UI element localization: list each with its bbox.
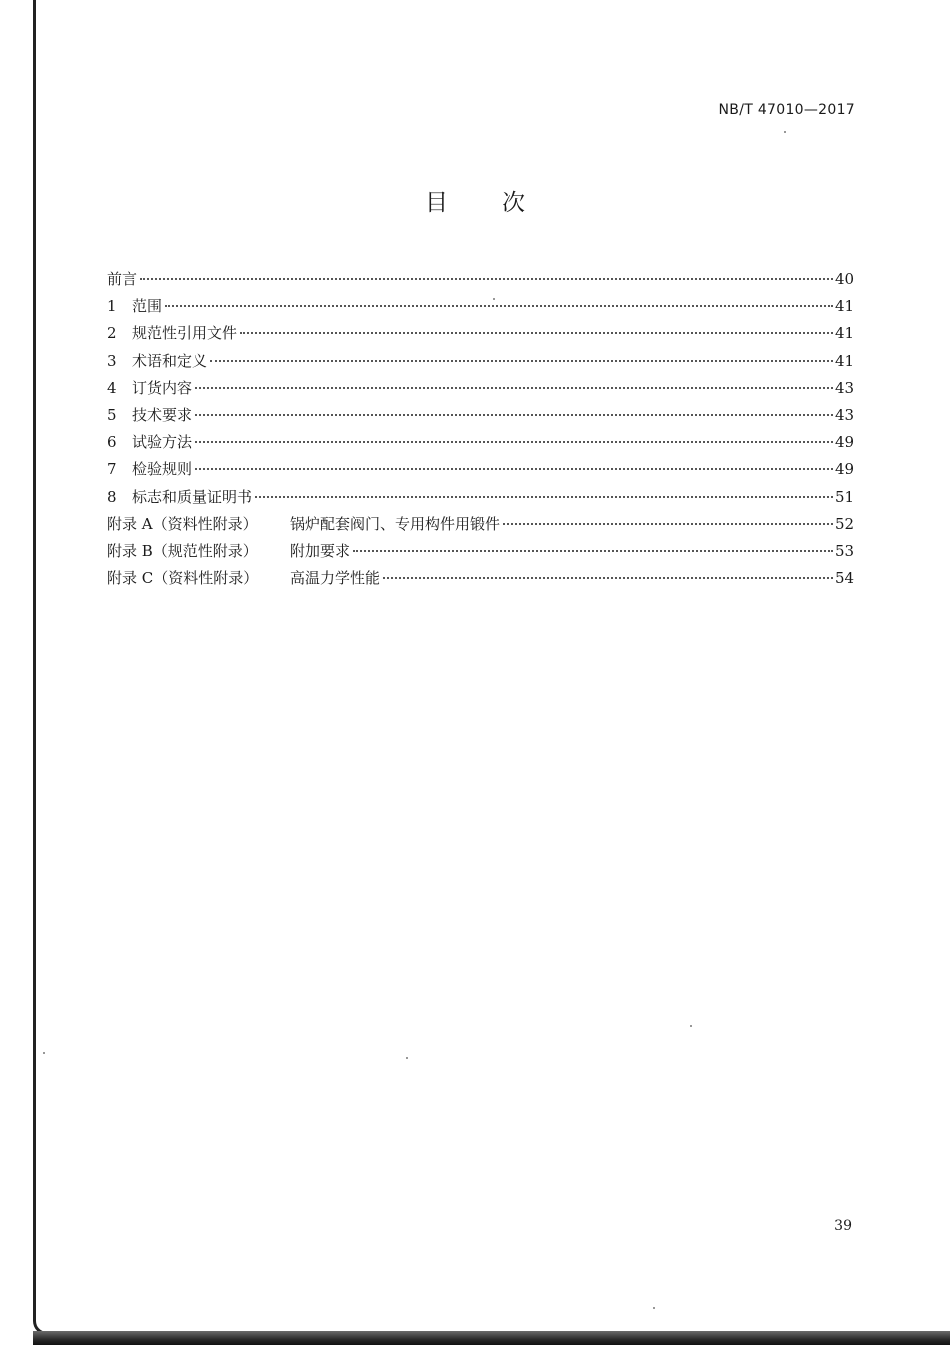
toc-entry-chapter-2[interactable] <box>107 320 853 347</box>
toc-dot-leader <box>140 278 833 280</box>
toc-entry-label: 附加要求 <box>290 541 351 560</box>
toc-appendix-prefix: 附录 A（资料性附录） <box>107 514 258 533</box>
toc-dot-leader <box>210 360 833 362</box>
toc-entry-label: 前言 <box>107 270 138 288</box>
toc-entry-page: 41 <box>835 297 855 316</box>
toc-entry-chapter-4[interactable] <box>107 375 853 402</box>
toc-entry-page: 43 <box>835 378 855 397</box>
toc-dot-leader <box>195 414 833 416</box>
scan-bottom-shadow <box>33 1331 950 1345</box>
toc-dot-leader <box>383 577 833 579</box>
scan-speck <box>653 1307 655 1309</box>
table-of-contents <box>107 266 853 592</box>
toc-entry-page: 49 <box>835 460 855 479</box>
toc-entry-page: 43 <box>835 405 855 424</box>
page-number: 39 <box>834 1218 852 1234</box>
scan-speck <box>784 131 786 133</box>
toc-entry-number: 8 <box>107 487 117 506</box>
toc-dot-leader <box>255 496 833 498</box>
toc-entry-page: 41 <box>835 351 855 370</box>
scan-speck <box>690 1025 692 1027</box>
toc-entry-label: 规范性引用文件 <box>132 324 238 343</box>
toc-dot-leader <box>195 387 833 389</box>
toc-entry-appendix-a[interactable] <box>107 511 853 538</box>
toc-entry-chapter-1[interactable] <box>107 293 853 320</box>
toc-entry-number: 2 <box>107 324 117 343</box>
toc-appendix-prefix: 附录 B（规范性附录） <box>107 541 258 560</box>
toc-entry-page: 54 <box>835 569 855 588</box>
toc-entry-number: 7 <box>107 460 117 479</box>
toc-entry-chapter-5[interactable] <box>107 402 853 429</box>
toc-entry-page: 52 <box>835 514 855 533</box>
toc-entry-label: 试验方法 <box>132 433 193 452</box>
toc-dot-leader <box>503 523 833 525</box>
toc-entry-chapter-3[interactable] <box>107 348 853 375</box>
toc-entry-number: 4 <box>107 378 117 397</box>
toc-entry-appendix-c[interactable] <box>107 565 853 592</box>
scan-speck <box>43 1052 45 1054</box>
toc-entry-number: 5 <box>107 405 117 424</box>
toc-dot-leader <box>240 332 833 334</box>
toc-dot-leader <box>165 305 833 307</box>
toc-dot-leader <box>353 550 833 552</box>
toc-dot-leader <box>195 468 833 470</box>
toc-entry-number: 1 <box>107 297 117 316</box>
toc-entry-page: 51 <box>835 487 855 506</box>
toc-entry-chapter-8[interactable] <box>107 484 853 511</box>
toc-entry-chapter-6[interactable] <box>107 429 853 456</box>
toc-entry-page: 40 <box>835 270 855 288</box>
toc-entry-appendix-b[interactable] <box>107 538 853 565</box>
scan-speck <box>406 1057 408 1059</box>
toc-entry-label: 范围 <box>132 297 163 316</box>
toc-entry-label: 订货内容 <box>132 378 193 397</box>
standard-number: NB/T 47010—2017 <box>718 102 855 118</box>
toc-entry-label: 技术要求 <box>132 405 193 424</box>
toc-dot-leader <box>195 441 833 443</box>
toc-entry-page: 49 <box>835 433 855 452</box>
toc-entry-page: 41 <box>835 324 855 343</box>
toc-entry-page: 53 <box>835 541 855 560</box>
toc-entry-number: 3 <box>107 351 117 370</box>
toc-entry-label: 锅炉配套阀门、专用构件用锻件 <box>290 514 501 533</box>
toc-entry-preface[interactable] <box>107 266 853 293</box>
page-title: 目次 <box>425 190 579 216</box>
toc-appendix-prefix: 附录 C（资料性附录） <box>107 569 259 588</box>
toc-entry-chapter-7[interactable] <box>107 456 853 483</box>
toc-entry-label: 术语和定义 <box>132 351 208 370</box>
toc-entry-label: 检验规则 <box>132 460 193 479</box>
toc-entry-label: 标志和质量证明书 <box>132 487 253 506</box>
toc-entry-label: 高温力学性能 <box>290 569 381 588</box>
toc-entry-number: 6 <box>107 433 117 452</box>
